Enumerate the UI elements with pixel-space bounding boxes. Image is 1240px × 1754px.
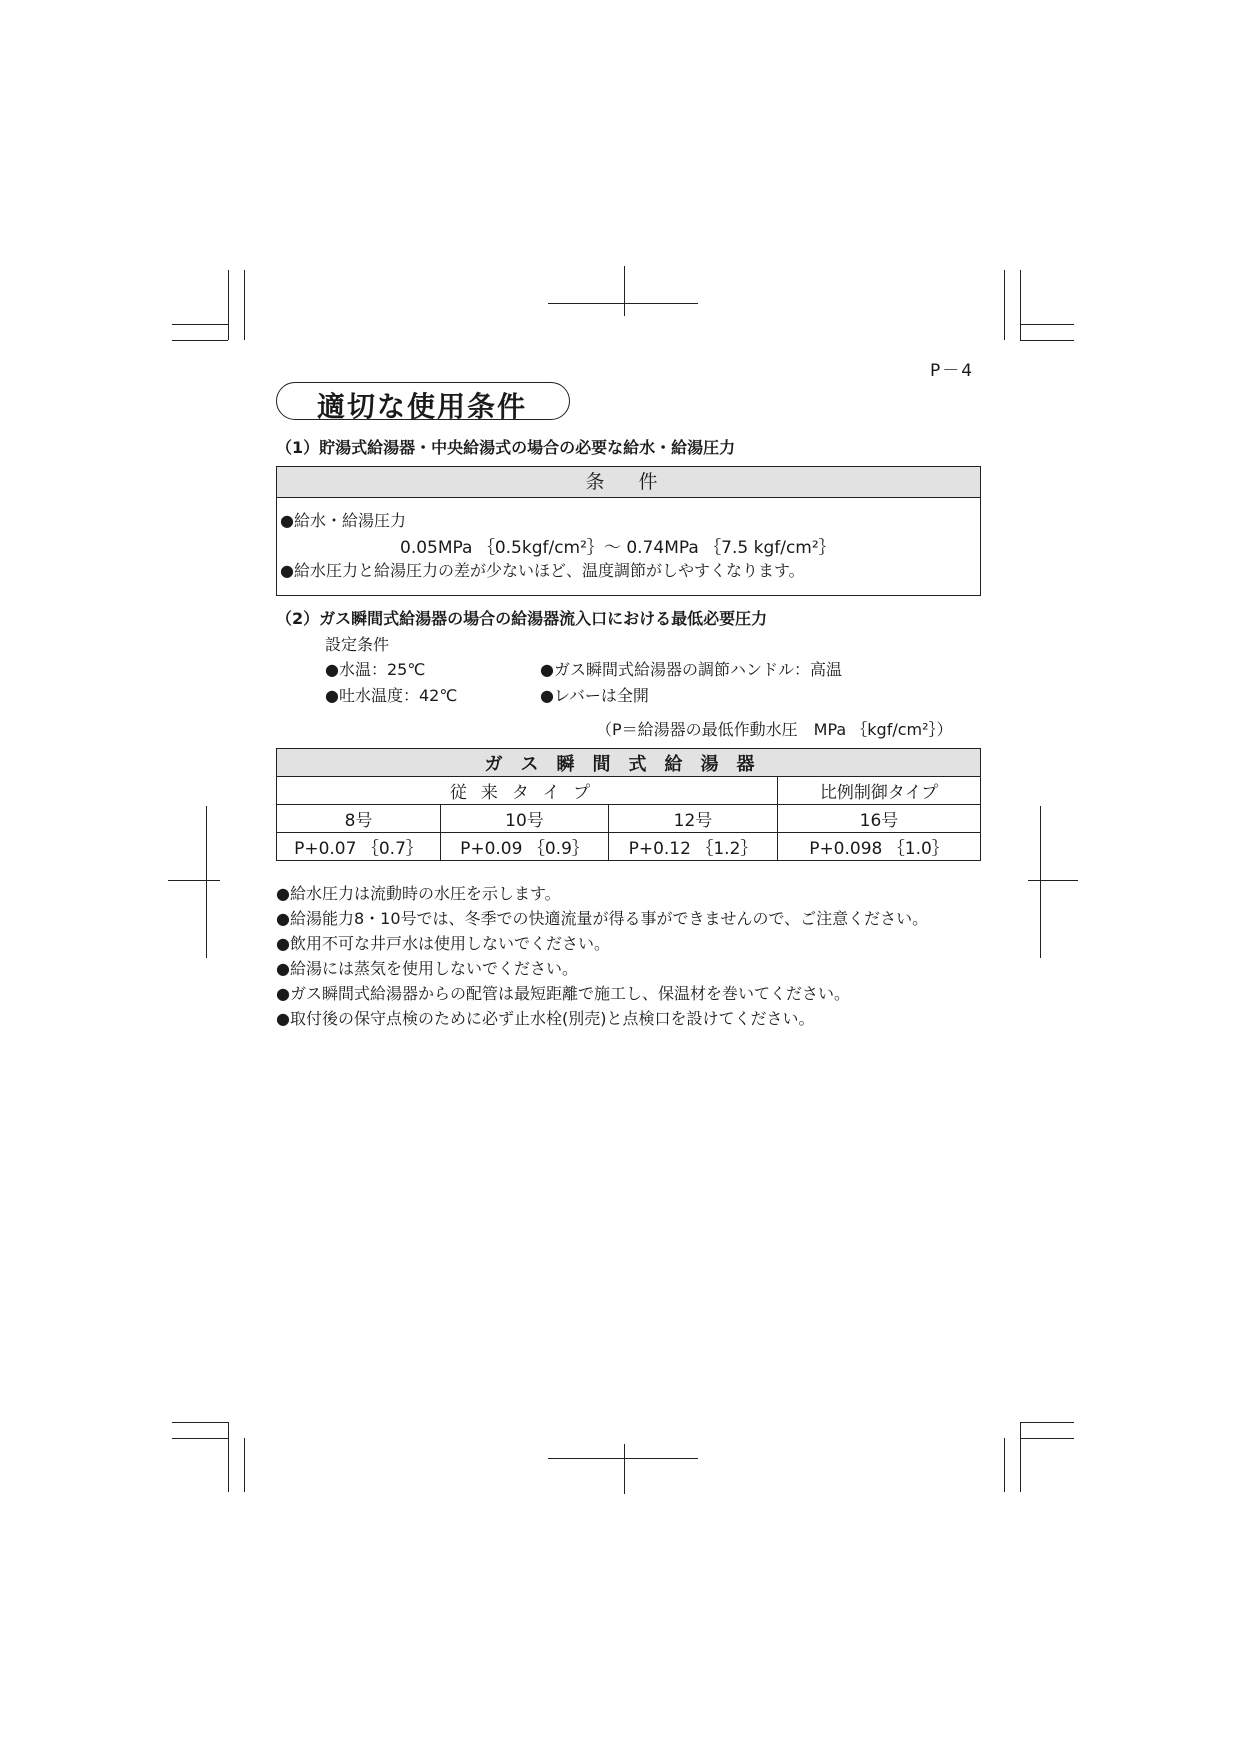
setting-conditions-label: 設定条件	[325, 635, 390, 654]
table-size-cell: 8号	[277, 805, 441, 833]
table-value-cell: P+0.07 ｛0.7｝	[277, 833, 441, 861]
unit-note: （P＝給湯器の最低作動水圧 MPa ｛kgf/cm²｝）	[596, 720, 953, 739]
table-value-cell: P+0.098 ｛1.0｝	[778, 833, 981, 861]
pressure-label: ●給水・給湯圧力	[280, 511, 406, 530]
note-item: ●ガス瞬間式給湯器からの配管は最短距離で施工し、保温材を巻いてください。	[276, 984, 850, 1003]
note-item: ●取付後の保守点検のために必ず止水栓(別売)と点検口を設けてください。	[276, 1009, 815, 1028]
condition-handle: ●ガス瞬間式給湯器の調節ハンドル：高温	[540, 660, 842, 679]
page-number: P－4	[930, 361, 975, 381]
condition-lever: ●レバーは全開	[540, 686, 649, 705]
condition-outlet-temp: ●吐水温度：42℃	[325, 686, 458, 705]
table-header-proportional: 比例制御タイプ	[778, 777, 981, 805]
page-title: 適切な使用条件	[317, 390, 528, 423]
note-item: ●給水圧力は流動時の水圧を示します。	[276, 884, 561, 903]
section1-heading: （1）貯湯式給湯器・中央給湯式の場合の必要な給水・給湯圧力	[276, 438, 736, 457]
table-title: ガス瞬間式給湯器	[277, 749, 981, 777]
table-size-cell: 16号	[778, 805, 981, 833]
table-size-cell: 10号	[441, 805, 609, 833]
section2-heading: （2）ガス瞬間式給湯器の場合の給湯器流入口における最低必要圧力	[276, 609, 768, 628]
note-item: ●給湯には蒸気を使用しないでください。	[276, 959, 578, 978]
pressure-range: 0.05MPa ｛0.5kgf/cm²｝～ 0.74MPa ｛7.5 kgf/cm²｝	[400, 538, 836, 558]
condition-water-temp: ●水温：25℃	[325, 660, 426, 679]
note-item: ●飲用不可な井戸水は使用しないでください。	[276, 934, 610, 953]
table-value-cell: P+0.09 ｛0.9｝	[441, 833, 609, 861]
conditions-box	[276, 466, 981, 596]
conditions-box-header: 条 件	[277, 467, 980, 498]
pressure-note: ●給水圧力と給湯圧力の差が少ないほど、温度調節がしやすくなります。	[280, 561, 805, 580]
note-item: ●給湯能力8・10号では、冬季での快適流量が得る事ができませんので、ご注意ください。	[276, 909, 929, 928]
page-title-badge	[276, 382, 570, 423]
table-header-conventional: 従来タイプ	[277, 777, 778, 805]
gas-heater-pressure-table	[276, 748, 981, 861]
table-value-cell: P+0.12 ｛1.2｝	[609, 833, 778, 861]
table-size-cell: 12号	[609, 805, 778, 833]
